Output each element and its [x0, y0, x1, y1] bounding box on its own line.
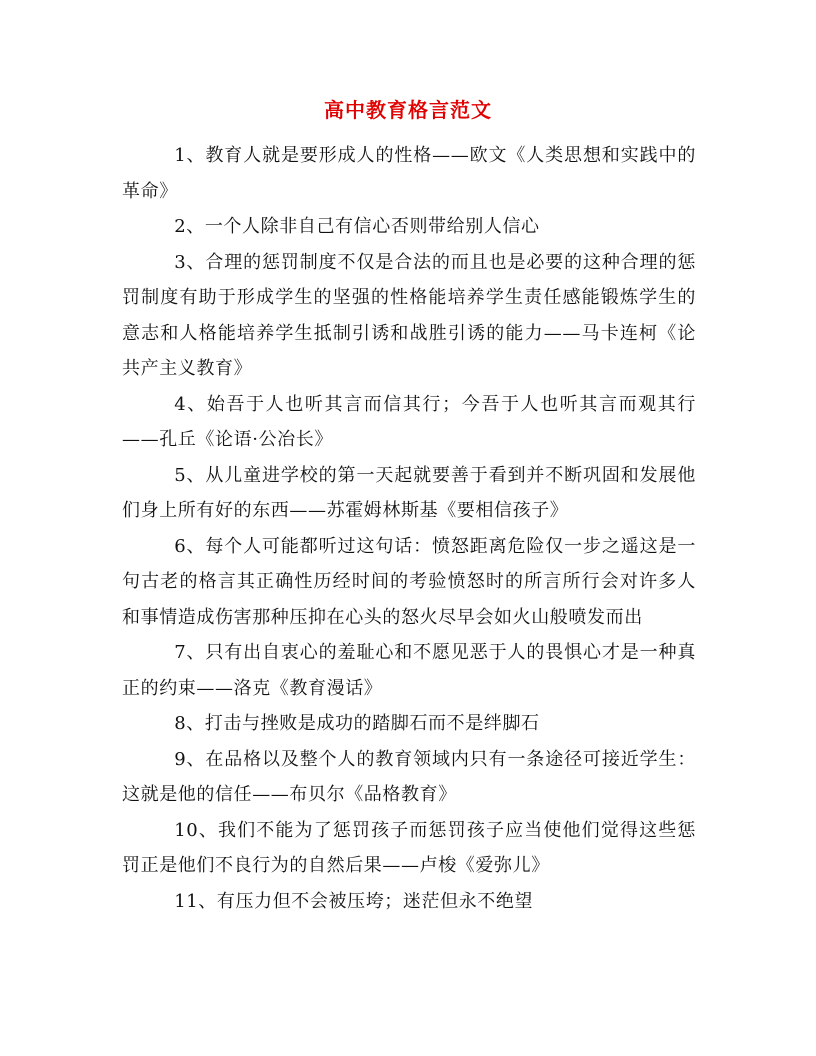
paragraph-6: 6、每个人可能都听过这句话：愤怒距离危险仅一步之遥这是一句古老的格言其正确性历经时间的考验愤怒时的所言所行会对许多人和事情造成伤害那种压抑在心头的怒火尽早会如火山般喷发而出	[122, 535, 696, 628]
paragraph-8: 8、打击与挫败是成功的踏脚石而不是绊脚石	[174, 713, 540, 734]
paragraph-5: 5、从儿童进学校的第一天起就要善于看到并不断巩固和发展他们身上所有好的东西——苏霍姆林斯基《要相信孩子》	[122, 464, 696, 521]
paragraph-9: 9、在品格以及整个人的教育领域内只有一条途径可接近学生：这就是他的信任——布贝尔《品格教育》	[122, 748, 696, 805]
paragraph-10: 10、我们不能为了惩罚孩子而惩罚孩子应当使他们觉得这些惩罚正是他们不良行为的自然后果——卢梭《爱弥儿》	[122, 819, 696, 876]
paragraph-3: 3、合理的惩罚制度不仅是合法的而且也是必要的这种合理的惩罚制度有助于形成学生的坚强的性格能培养学生责任感能锻炼学生的意志和人格能培养学生抵制引诱和战胜引诱的能力——马卡连柯《论共产主义教育》	[122, 251, 696, 379]
paragraph-2: 2、一个人除非自己有信心否则带给别人信心	[174, 216, 540, 237]
paragraph-7: 7、只有出自衷心的羞耻心和不愿见恶于人的畏惧心才是一种真正的约束——洛克《教育漫话》	[122, 642, 696, 699]
document-body	[122, 138, 696, 919]
paragraph-1: 1、教育人就是要形成人的性格——欧文《人类思想和实践中的革命》	[122, 145, 696, 202]
document-title: 高中教育格言范文	[324, 98, 492, 122]
paragraph-11: 11、有压力但不会被压垮；迷茫但永不绝望	[174, 890, 534, 912]
paragraph-4: 4、始吾于人也听其言而信其行；今吾于人也听其言而观其行——孔丘《论语·公冶长》	[122, 393, 696, 450]
